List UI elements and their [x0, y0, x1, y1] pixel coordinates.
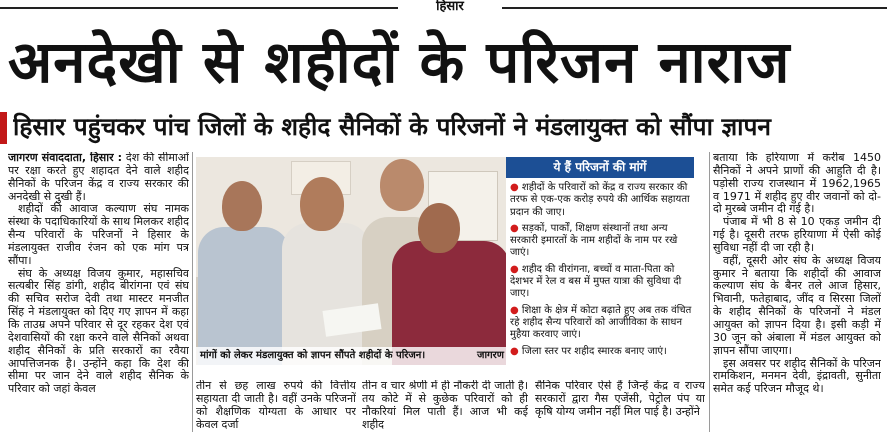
demand-item: ● शहीदों के परिवारों को केंद्र व राज्य सरकार की तरफ से एक-एक करोड़ रुपये की आर्थिक सहायता प्रदान की जाए। [510, 182, 690, 218]
news-photo [196, 157, 512, 365]
bullet-icon: ● [510, 345, 519, 357]
column-1-paragraph-2: शहीदों की आवाज कल्याण संघ नामक संस्था के पदाधिकारियों के साथ मिलकर शहीद सैन्य परिवारों के परिजनों ने हिसार के मंडलायुक्त राजीव रंजन को एक मांग पत्र सौंपा। [8, 202, 189, 267]
demand-item: ● शहीद की वीरांगना, बच्चों व माता-पिता को देशभर में रेल व बस में मुफ्त यात्रा की सुविधा दी जाए। [510, 263, 682, 300]
article-column-2 [196, 380, 356, 432]
bullet-icon: ● [510, 182, 519, 193]
headline: अनदेखी से शहीदों के परिजन नाराज [8, 28, 791, 96]
column-1-paragraph-1 [8, 152, 189, 203]
column-2-text: तीन से छह लाख रुपये की वित्तीय सहायता दी जाती है। वहीं उनके परिजनों को शैक्षणिक योग्यता के आधार पर केवल दर्जा [196, 380, 356, 431]
subheadline: हिसार पहुंचकर पांच जिलों के शहीद सैनिकों के परिजनों ने मंडलायुक्त को सौंपा ज्ञापन [13, 112, 772, 141]
byline: जागरण संवाददाता, हिसार : [8, 152, 123, 164]
column-4-text: सैनिक परिवार ऐसे हैं जिन्हें केंद्र व राज्य सरकारों द्वारा गैस एजेंसी, पेट्रोल पंप या कृषि योग्य जमीन नहीं मिल पाई है। उन्होंने [535, 380, 705, 418]
bullet-icon: ● [510, 304, 519, 316]
column-divider [192, 152, 193, 432]
section-tag: हिसार [436, 0, 464, 14]
photo-caption: मांगों को लेकर मंडलायुक्त को ज्ञापन सौंपते शहीदों के परिजन। [200, 350, 426, 361]
demands-box [506, 157, 694, 368]
photo-person-shirt [282, 223, 370, 365]
article-column-4 [535, 380, 705, 432]
column-1-paragraph-3: संघ के अध्यक्ष विजय कुमार, महासचिव सत्यबीर सिंह डांगी, शहीद बीरांगना एवं संघ की सचिव सरोज देवी तथा मास्टर मनजीत सिंह ने मंडलायुक्त को दिए गए ज्ञापन में कहा कि ताउम्र अपने परिवार से दूर रहकर देश एवं देशवासियों की रक्षा करने वाले सैनिकों अथवा शहीद सैनिकों के प्रति सरकारों का रवैया आपत्तिजनक है। उन्होंने कहा कि देश की सीमा पर जान देने वाले शहीद सैनिक के परिवार को जहां केवल [8, 266, 189, 396]
bullet-icon: ● [510, 222, 519, 234]
bullet-icon: ● [510, 263, 519, 275]
demand-item: ● शिक्षा के क्षेत्र में कोटा बढ़ाते हुए अब तक वंचित रहे शहीद सैन्य परिवारों को आजीविका के साधन मुहैया करवाए जाएं। [510, 304, 692, 341]
section-rule-right [502, 7, 887, 9]
article-column-5 [713, 152, 881, 432]
photo-caption-bar [196, 347, 512, 365]
column-5-paragraph-1: बताया कि हरियाणा में करीब 1450 सैनिकों ने अपने प्राणों की आहुति दी है। पड़ोसी राज्य राजस्थान में 1962,1965 व 1971 में शहीद हुए वीर जवानों को दो-दो मुरब्बे जमीन दी गई है। [713, 152, 881, 216]
photo-person-face [300, 177, 344, 231]
section-rule-left [0, 7, 398, 9]
column-divider [709, 152, 710, 432]
demands-box-title: ये हैं परिजनों की मांगें [506, 157, 694, 178]
article-column-3 [362, 380, 528, 432]
photo-person-face [222, 181, 262, 231]
column-1-lead-text: देश की सीमाओं पर रक्षा करते हुए शहादत देने वाले शहीद सैनिकों के परिजन केंद्र व राज्य सरकार की अनदेखी से दुखी हैं। [8, 152, 189, 203]
demands-list [510, 182, 694, 362]
photo-person-shirt [198, 227, 290, 365]
column-5-paragraph-2: पंजाब में भी 8 से 10 एकड़ जमीन दी गई है। दूसरी तरफ हरियाणा में ऐसी कोई सुविधा नहीं दी जा रही है। [713, 215, 881, 254]
demand-item: ● जिला स्तर पर शहीद स्मारक बनाए जाएं। [510, 345, 667, 357]
demand-item: ● सड़कों, पार्कों, शिक्षण संस्थानों तथा अन्य सरकारी इमारतों के नाम शहीदों के नाम पर रखे जाएं। [510, 222, 678, 259]
article-column-1 [8, 152, 189, 432]
subhead-accent-bar [0, 112, 7, 144]
column-5-paragraph-3: वहीं, दूसरी ओर संघ के अध्यक्ष विजय कुमार ने बताया कि शहीदों की आवाज कल्याण संघ के बैनर तले आज हिसार, भिवानी, फतेहाबाद, जींद व सिरसा जिलों के शहीद सैनिकों के परिजनों ने मंडल आयुक्त को ज्ञापन दिया है। इसी कड़ी में 30 जून को अंबाला में मंडल आयुक्त को ज्ञापन सौंपा जाएगा। [713, 253, 881, 357]
photo-credit: जागरण [477, 350, 504, 361]
photo-person-face [380, 159, 424, 211]
column-3-text: तीन व चार श्रेणी में ही नौकरी दी जाती है। तय कोटे में से कुछेक परिवारों को ही नौकरियां मिल पाती हैं। आज भी कई शहीद [362, 380, 528, 431]
column-5-paragraph-4: इस अवसर पर शहीद सैनिकों के परिजन रामकिशन, मनमन देवी, इंद्रावती, सुनीता समेत कई परिजन मौजूद थे। [713, 356, 881, 396]
photo-person-face [418, 203, 460, 253]
